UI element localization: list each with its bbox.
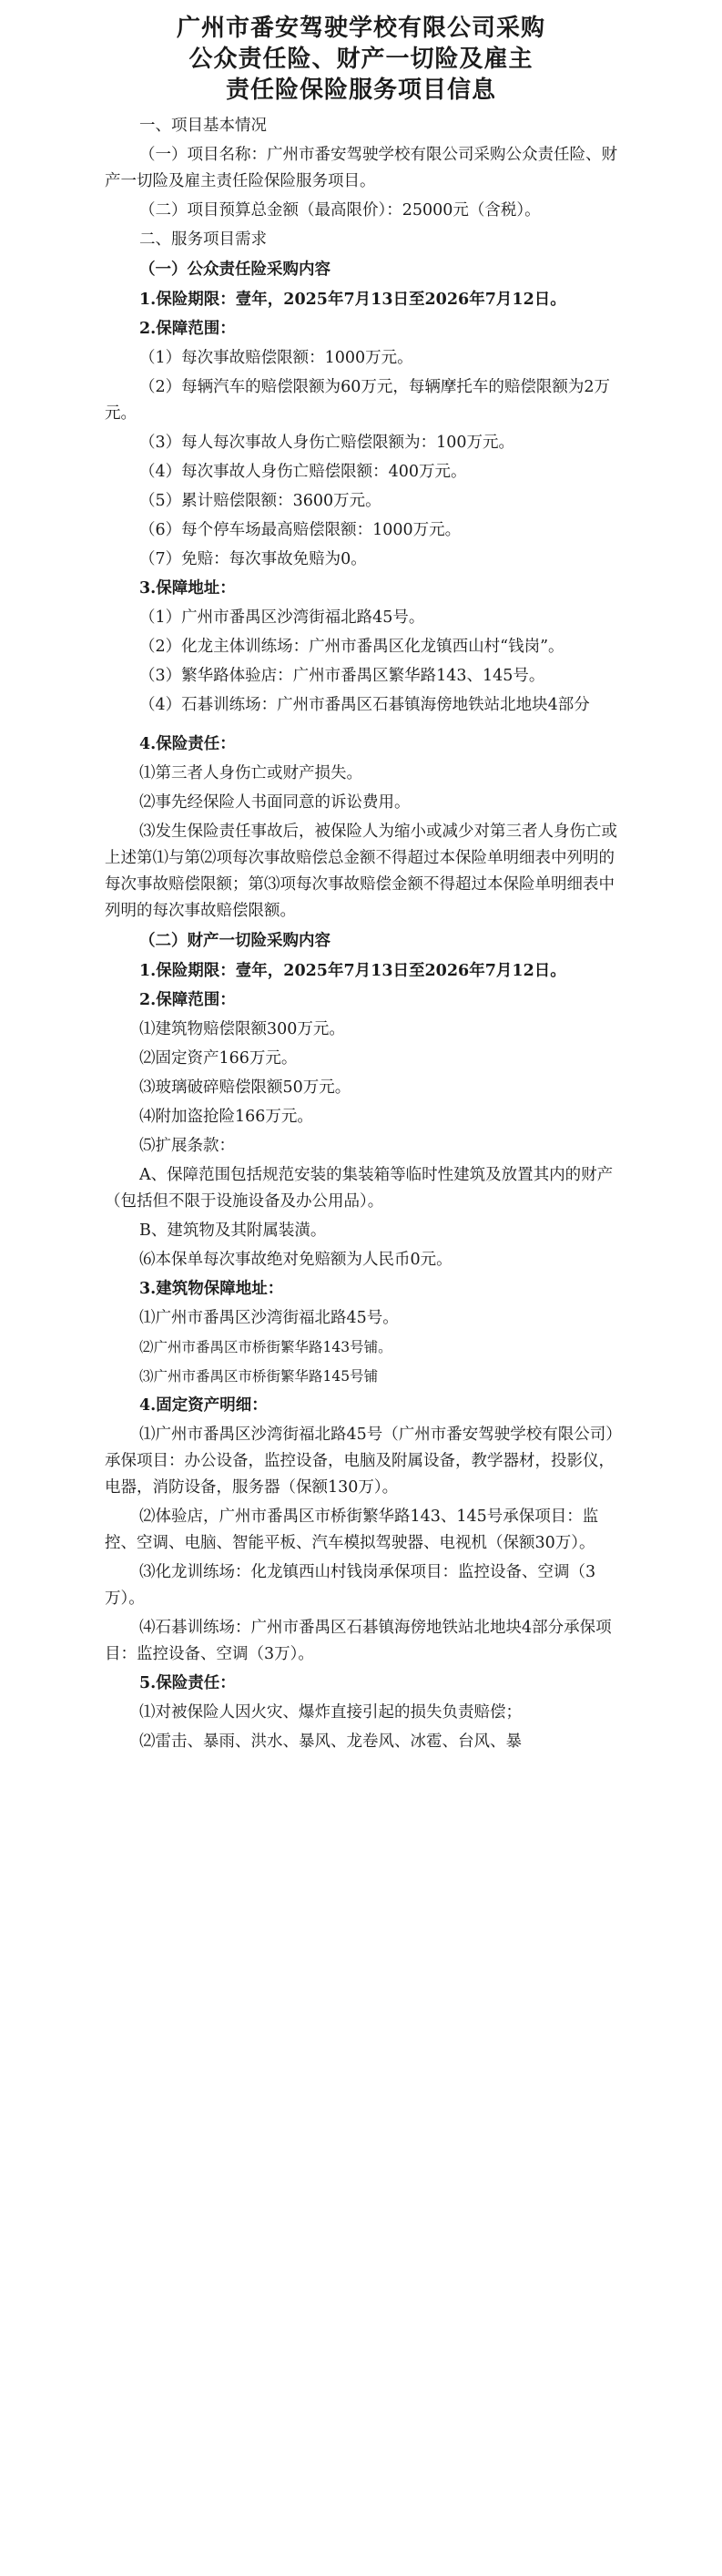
section-1-heading: 一、项目基本情况	[139, 117, 267, 135]
property-asset-item: ⑵体验店，广州市番禺区市桥街繁华路143、145号承保项目：监控、空调、电脑、智能平板、汽车模拟驾驶器、电视机（保额30万）。	[105, 1508, 599, 1552]
property-coverage-item: ⑶玻璃破碎赔偿限额50万元。	[139, 1078, 351, 1097]
property-asset-item: ⑴广州市番禺区沙湾街福北路45号（广州市番安驾驶学校有限公司）承保项目：办公设备，监控设备，电脑及附属设备，教学器材，投影仪，电器，消防设备，服务器（保额130万）。	[105, 1426, 615, 1497]
property-address-heading: 3.建筑物保障地址：	[139, 1280, 284, 1298]
public-coverage-item: （3）每人每次事故人身伤亡赔偿限额为：100万元。	[139, 434, 515, 452]
property-assets-heading: 4.固定资产明细：	[139, 1396, 268, 1415]
public-coverage-item: （2）每辆汽车的赔偿限额为60万元，每辆摩托车的赔偿限额为2万元。	[105, 378, 611, 423]
project-name: （一）项目名称：广州市番安驾驶学校有限公司采购公众责任险、财产一切险及雇主责任险保险服务项目。	[105, 146, 617, 190]
public-address-item: （3）繁华路体验店：广州市番禺区繁华路143、145号。	[139, 667, 545, 685]
property-address-item: ⑶广州市番禺区市桥街繁华路145号铺	[139, 1368, 379, 1385]
property-heading: （二）财产一切险采购内容	[139, 932, 330, 950]
public-address-heading: 3.保障地址：	[139, 579, 236, 598]
property-coverage-heading: 2.保障范围：	[139, 991, 236, 1009]
public-address-item: （1）广州市番禺区沙湾街福北路45号。	[139, 608, 425, 627]
public-period: 1.保险期限：壹年，2025年7月13日至2026年7月12日。	[139, 291, 566, 309]
property-asset-item: ⑶化龙训练场：化龙镇西山村钱岗承保项目：监控设备、空调（3万）。	[105, 1563, 596, 1608]
property-liability-item: ⑴对被保险人因火灾、爆炸直接引起的损失负责赔偿；	[139, 1703, 522, 1722]
public-liability-item: ⑶发生保险责任事故后，被保险人为缩小或减少对第三者人身伤亡或上述第⑴与第⑵项每次事故赔偿总金额不得超过本保险单明细表中列明的每次事故赔偿限额；第⑶项每次事故赔偿金额不得超过本保险单明细表中列明的每次事故赔偿限额。	[105, 823, 617, 920]
public-coverage-item: （7）免赔：每次事故免赔为0。	[139, 550, 367, 568]
property-address-item: ⑴广州市番禺区沙湾街福北路45号。	[139, 1309, 399, 1327]
property-asset-item: ⑷石碁训练场：广州市番禺区石碁镇海傍地铁站北地块4部分承保项目：监控设备、空调（3万）。	[105, 1619, 612, 1663]
public-liability-heading: （一）公众责任险采购内容	[139, 261, 330, 279]
public-address-item: （4）石碁训练场：广州市番禺区石碁镇海傍地铁站北地块4部分	[139, 696, 590, 714]
property-liability-item: ⑵雷击、暴雨、洪水、暴风、龙卷风、冰雹、台风、暴	[139, 1733, 522, 1751]
document-body	[105, 113, 617, 1755]
public-address-item: （2）化龙主体训练场：广州市番禺区化龙镇西山村“钱岗”。	[139, 638, 564, 656]
section-2-heading: 二、服务项目需求	[139, 230, 267, 249]
public-coverage-item: （1）每次事故赔偿限额：1000万元。	[139, 349, 413, 367]
property-period: 1.保险期限：壹年，2025年7月13日至2026年7月12日。	[139, 962, 566, 980]
public-liability-list-heading: 4.保险责任：	[139, 735, 236, 753]
property-address-item: ⑵广州市番禺区市桥街繁华路143号铺。	[139, 1339, 392, 1355]
public-liability-item: ⑴第三者人身伤亡或财产损失。	[139, 764, 362, 782]
property-coverage-item: A、保障范围包括规范安装的集装箱等临时性建筑及放置其内的财产（包括但不限于设施设备及办公用品）。	[105, 1166, 614, 1211]
title-line-2: 公众责任险、财产一切险及雇主	[188, 46, 534, 73]
property-coverage-item: B、建筑物及其附属装潢。	[139, 1222, 327, 1240]
public-coverage-heading: 2.保障范围：	[139, 320, 236, 338]
property-coverage-item: ⑵固定资产166万元。	[139, 1049, 298, 1068]
public-coverage-item: （5）累计赔偿限额：3600万元。	[139, 492, 381, 510]
document-title	[105, 13, 617, 106]
property-coverage-item: ⑷附加盗抢险166万元。	[139, 1108, 313, 1126]
public-liability-item: ⑵事先经保险人书面同意的诉讼费用。	[139, 793, 411, 812]
public-coverage-item: （4）每次事故人身伤亡赔偿限额：400万元。	[139, 463, 467, 481]
property-liability-heading: 5.保险责任：	[139, 1674, 236, 1692]
property-coverage-item: ⑹本保单每次事故绝对免赔额为人民币0元。	[139, 1251, 453, 1269]
property-coverage-item: ⑸扩展条款：	[139, 1137, 235, 1155]
public-coverage-item: （6）每个停车场最高赔偿限额：1000万元。	[139, 521, 462, 539]
project-budget: （二）项目预算总金额（最高限价）：25000元（含税）。	[139, 201, 541, 220]
title-line-3: 责任险保险服务项目信息	[225, 77, 496, 104]
property-coverage-item: ⑴建筑物赔偿限额300万元。	[139, 1020, 345, 1038]
title-line-1: 广州市番安驾驶学校有限公司采购	[176, 15, 545, 42]
